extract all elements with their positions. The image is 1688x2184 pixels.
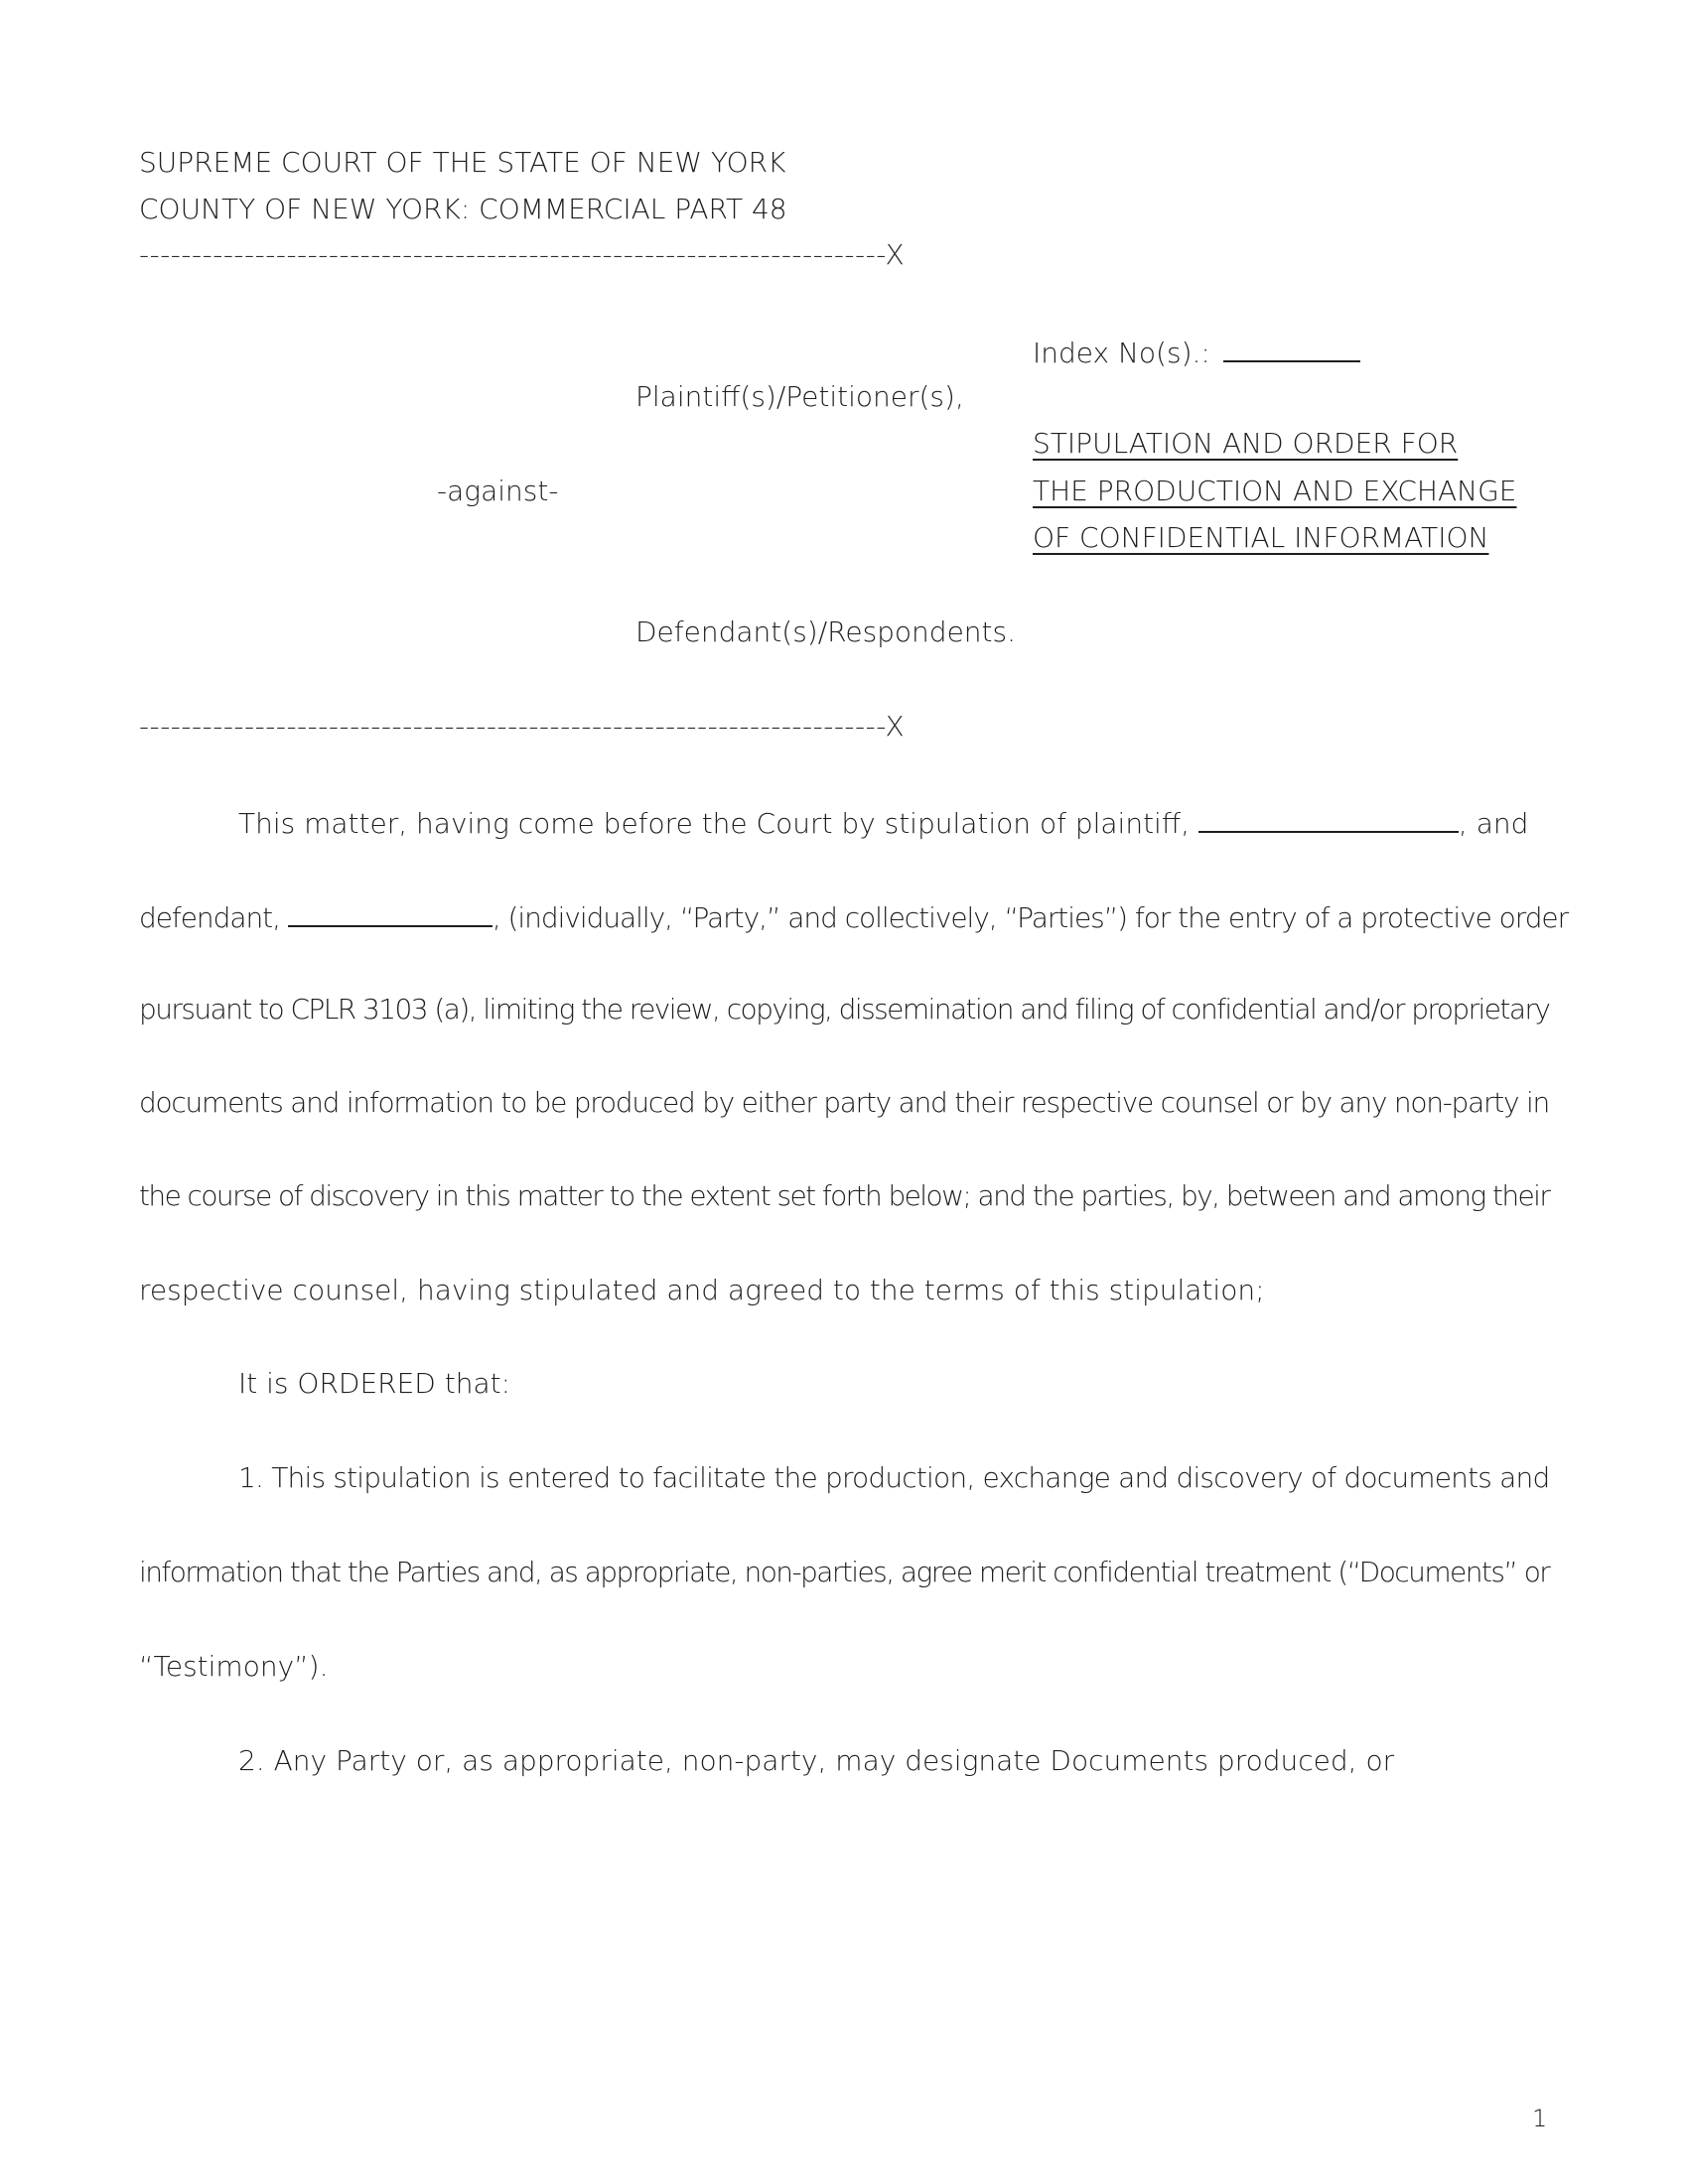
- section-1-line: “Testimony”).: [139, 1650, 329, 1683]
- recital-line: [238, 807, 1528, 838]
- recital-line: [139, 901, 1568, 932]
- court-name: SUPREME COURT OF THE STATE OF NEW YORK: [139, 146, 786, 179]
- recital-line: the course of discovery in this matter to the extent set forth below; and the parties, by, between and among their: [139, 1179, 1550, 1212]
- defendant-label: Defendant(s)/Respondents.: [635, 615, 1017, 648]
- index-number-blank: [1223, 337, 1360, 362]
- defendant-name-blank: [288, 901, 492, 927]
- document-title-line-2: THE PRODUCTION AND EXCHANGE: [1033, 475, 1517, 507]
- section-2-line: 2. Any Party or, as appropriate, non-party, may designate Documents produced, or: [238, 1744, 1395, 1777]
- recital-line: respective counsel, having stipulated and agreed to the terms of this stipulation;: [139, 1274, 1265, 1306]
- against-label: -against-: [437, 475, 559, 507]
- plaintiff-label: Plaintiff(s)/Petitioner(s),: [635, 380, 964, 413]
- ordered-heading: It is ORDERED that:: [238, 1367, 511, 1400]
- plaintiff-name-blank: [1198, 807, 1459, 833]
- recital-text: , and: [1458, 807, 1529, 840]
- recital-text: This matter, having come before the Court by stipulation of plaintiff,: [238, 807, 1191, 840]
- document-title-line-1: STIPULATION AND ORDER FOR: [1033, 427, 1459, 460]
- recital-text: , (individually, “Party,” and collectively, “Parties”) for the entry of a protective order: [492, 901, 1569, 934]
- index-number-field: [1033, 337, 1360, 367]
- recital-line: pursuant to CPLR 3103 (a), limiting the review, copying, dissemination and filing of confidential and/or proprietary: [139, 993, 1550, 1025]
- section-1-line: 1. This stipulation is entered to facilitate the production, exchange and discovery of documents and: [238, 1461, 1550, 1494]
- recital-line: documents and information to be produced by either party and their respective counsel or by any non-party in: [139, 1086, 1549, 1119]
- court-county: COUNTY OF NEW YORK: COMMERCIAL PART 48: [139, 193, 787, 225]
- section-1-line: information that the Parties and, as appropriate, non-parties, agree merit confidential treatment (“Documents” or: [139, 1556, 1550, 1588]
- caption-divider-top: -----------------------------------------------------------------------X: [139, 238, 906, 271]
- caption-divider-bottom: -----------------------------------------------------------------------X: [139, 710, 906, 743]
- index-number-label: Index No(s).:: [1033, 337, 1210, 369]
- recital-text: defendant,: [139, 901, 280, 934]
- page-number: 1: [1532, 2105, 1548, 2132]
- document-title-line-3: OF CONFIDENTIAL INFORMATION: [1033, 521, 1489, 554]
